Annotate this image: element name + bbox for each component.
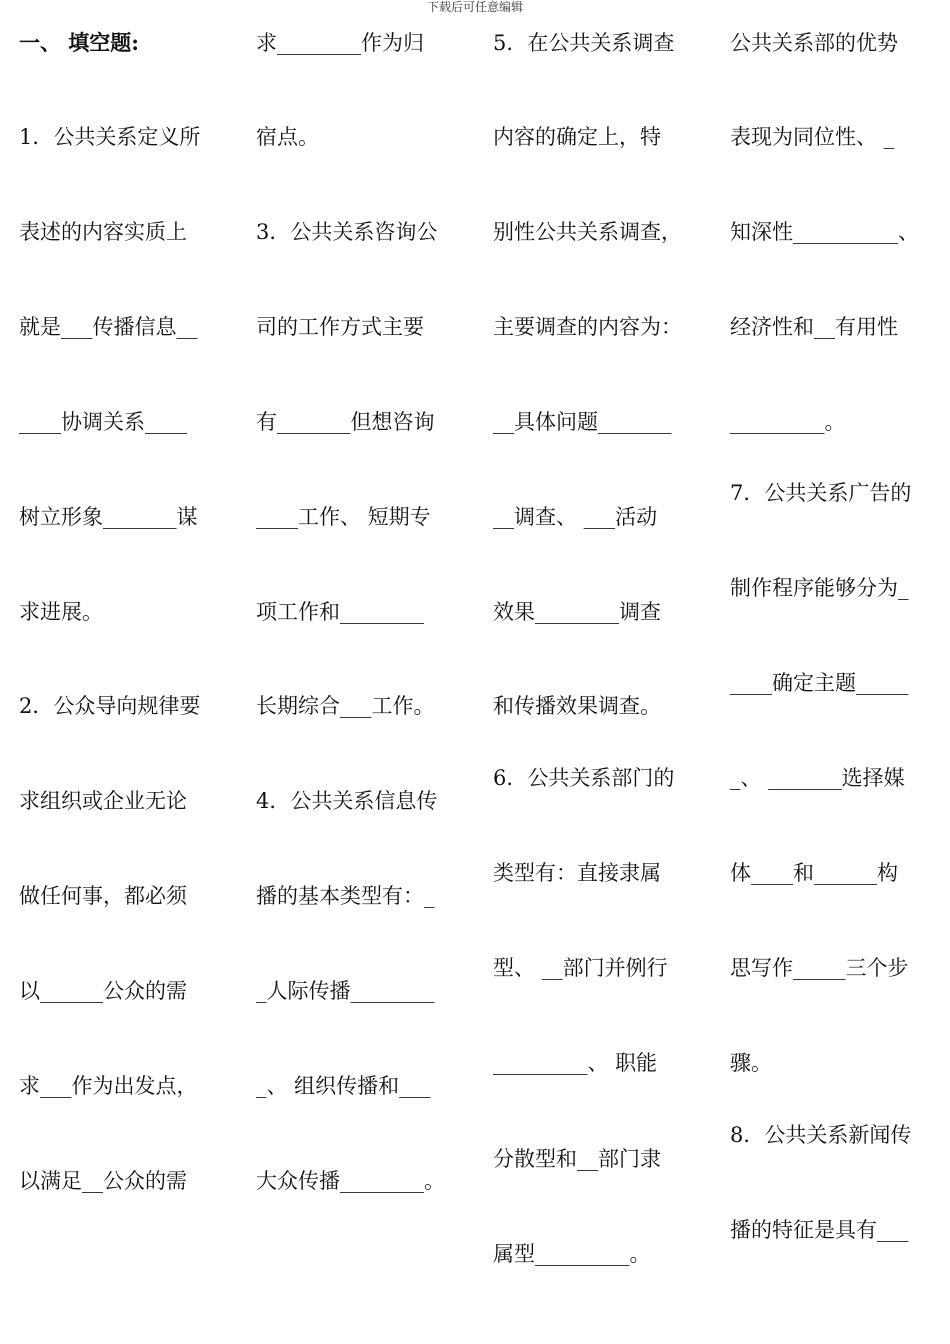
- text-line: 内容的确定上，特: [493, 125, 661, 149]
- text-line: _、 组织传播和___: [256, 1074, 431, 1098]
- section-heading: 一、 填空题:: [19, 30, 140, 55]
- text-line: 司的工作方式主要: [256, 315, 424, 339]
- text-line: 知深性__________、: [730, 220, 919, 244]
- text-line: 求___作为出发点，: [19, 1074, 198, 1098]
- text-line: 8．公共关系新闻传: [730, 1123, 912, 1147]
- text-line: 6．公共关系部门的: [493, 766, 675, 790]
- text-line: 大众传播________。: [256, 1169, 445, 1193]
- page-header-note: 下载后可任意编辑: [426, 0, 523, 14]
- text-line: 求进展。: [19, 600, 103, 624]
- text-line: 1．公共关系定义所: [19, 125, 201, 149]
- text-line: 表述的内容实质上: [19, 220, 187, 244]
- text-line: 以______公众的需: [19, 979, 187, 1003]
- text-line: 求组织或企业无论: [19, 789, 187, 813]
- text-line: 型、 __部门并例行: [493, 956, 668, 980]
- text-line: 分散型和__部门隶: [493, 1147, 661, 1171]
- text-line: 制作程序能够分为_: [730, 576, 909, 600]
- text-line: __具体问题_______: [493, 410, 672, 434]
- text-line: 主要调查的内容为：: [493, 315, 682, 339]
- text-line: 就是___传播信息__: [19, 315, 198, 339]
- text-line: 求________作为归: [256, 31, 424, 55]
- text-line: _________、 职能: [493, 1051, 658, 1075]
- text-line: 公共关系部的优势: [730, 31, 898, 55]
- text-line: 长期综合___工作。: [256, 694, 435, 718]
- text-line: 播的特征是具有___: [730, 1218, 909, 1242]
- text-line: _________。: [730, 410, 846, 434]
- text-line: 做任何事，都必须: [19, 884, 187, 908]
- text-line: 项工作和________: [256, 600, 424, 624]
- text-line: 5．在公共关系调查: [493, 31, 675, 55]
- text-line: 骤。: [730, 1051, 772, 1075]
- text-line: _人际传播________: [256, 979, 435, 1003]
- text-line: 表现为同位性、 _: [730, 125, 895, 149]
- text-line: 经济性和__有用性: [730, 315, 898, 339]
- text-line: __调查、 ___活动: [493, 505, 658, 529]
- text-line: 体____和______构: [730, 861, 898, 885]
- text-line: 宿点。: [256, 125, 319, 149]
- text-line: ____工作、 短期专: [256, 505, 431, 529]
- text-line: 树立形象_______谋: [19, 505, 198, 529]
- text-line: ____协调关系____: [19, 410, 187, 434]
- text-line: 和传播效果调查。: [493, 694, 661, 718]
- text-line: 有_______但想咨询: [256, 410, 435, 434]
- text-line: 属型_________。: [493, 1242, 651, 1266]
- text-line: 播的基本类型有：_: [256, 884, 435, 908]
- text-line: 2．公众导向规律要: [19, 694, 201, 718]
- text-line: ____确定主题_____: [730, 671, 909, 695]
- text-line: 类型有：直接隶属: [493, 861, 661, 885]
- text-line: 效果________调查: [493, 600, 661, 624]
- text-line: 思写作_____三个步: [730, 956, 909, 980]
- text-line: _、 _______选择媒: [730, 766, 905, 790]
- text-line: 4．公共关系信息传: [256, 789, 438, 813]
- text-line: 7．公共关系广告的: [730, 481, 912, 505]
- text-line: 3．公共关系咨询公: [256, 220, 438, 244]
- text-line: 别性公共关系调查，: [493, 220, 682, 244]
- text-line: 以满足__公众的需: [19, 1169, 187, 1193]
